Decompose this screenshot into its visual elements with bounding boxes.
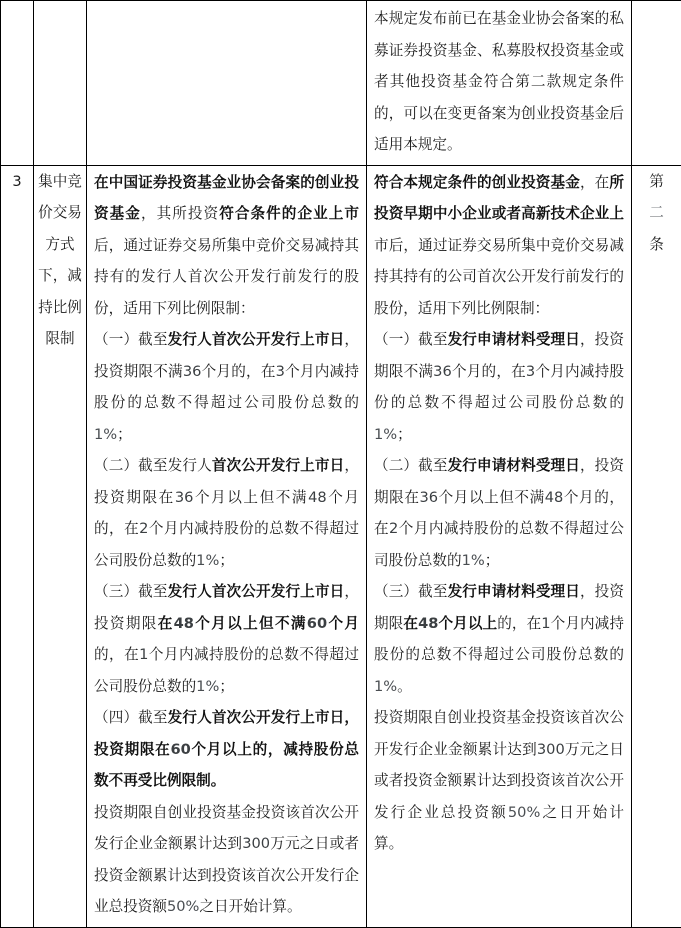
article-reference-chars — [632, 166, 681, 261]
continuation-topic-cell — [34, 1, 87, 166]
provision-paragraph — [374, 576, 624, 702]
body-text: 个月内减持股份的总数不得超过公司股份总数的 — [94, 363, 359, 412]
body-text: 个月以上但不满 — [193, 489, 308, 506]
body-text: 投资期限自创业投资基金投资该首次公开发行企业金额累计达到 — [94, 804, 359, 853]
emphasised-text: 发行人首次公开发行上市日，投资期限在 — [94, 709, 359, 758]
emphasised-text: 所投资早期中小企业或者高新技术企业上 — [374, 174, 624, 223]
provision-paragraph — [374, 324, 624, 450]
row-number: 3 — [12, 173, 21, 190]
provision-paragraph — [94, 576, 359, 702]
numeric-value: 2 — [389, 520, 398, 537]
provision-paragraph — [374, 702, 624, 860]
body-text: 个月内减持股份的总数不得超过公司股份总数的 — [94, 520, 359, 569]
provision-paragraph — [94, 324, 359, 450]
body-text: （三）截至 — [374, 583, 448, 600]
body-text: 万元之日或者投资金额累计达到投资该首次公开发行企业总投资额 — [94, 835, 359, 915]
body-text: 个月内减持股份的总数不得超过公司股份总数的 — [374, 615, 624, 664]
body-text: ； — [219, 678, 234, 695]
row-number-cell — [1, 165, 34, 927]
emphasised-text: 在 — [403, 615, 418, 632]
body-text: （一）截至 — [374, 331, 448, 348]
numeric-value: 300 — [242, 835, 270, 852]
numeric-value: 1% — [94, 426, 117, 443]
provision-paragraph — [94, 450, 359, 576]
numeric-value: 48 — [545, 489, 564, 506]
body-text: 的，在 — [497, 615, 541, 632]
row-topic-cell — [34, 165, 87, 927]
body-text: 个月内减持股份的总数不得超过公司股份总数的 — [374, 520, 624, 569]
article-char: 第 — [632, 166, 681, 198]
new-provision-body — [367, 166, 631, 864]
emphasised-text: 符合条件的企业上市 — [219, 205, 359, 222]
numeric-value: 1% — [196, 552, 219, 569]
numeric-value: 36 — [183, 363, 202, 380]
article-char: 条 — [632, 229, 681, 261]
emphasised-text: 符合本规定条件的创业投资基金 — [374, 174, 580, 191]
continuation-new-paragraph: 本规定发布前已在基金业协会备案的私募证券投资基金、私募股权投资基金或者其他投资基金符合第二款规定条件的，可以在变更备案为创业投资基金后适用本规定。 — [374, 3, 624, 161]
numeric-value: 1 — [541, 615, 550, 632]
numeric-value: 50% — [508, 804, 540, 821]
numeric-value: 1% — [462, 552, 485, 569]
numeric-value: 1% — [374, 678, 397, 695]
body-text: ； — [397, 426, 412, 443]
body-text: ； — [117, 426, 132, 443]
numeric-value: 36 — [433, 363, 452, 380]
body-text: 市后，通过证券交易所集中竞价交易减持其持有的公司首次公开发行前发行的股份，适用下列比例限制： — [374, 237, 624, 317]
emphasised-text: 发行申请材料受理日 — [448, 583, 580, 600]
emphasised-text: 在 — [158, 615, 174, 632]
emphasised-text: 在中国证券投资基金业协会备案的创业投资基金 — [94, 174, 359, 223]
numeric-value: 3 — [526, 363, 535, 380]
body-text: ，其所投资 — [141, 205, 219, 222]
body-text: 个月的，在 — [374, 489, 624, 538]
emphasised-text: 个月 — [327, 615, 359, 632]
provision-paragraph — [94, 702, 359, 797]
new-provision-cell — [367, 165, 632, 927]
body-text: 之日开始计算。 — [374, 804, 624, 853]
table-row — [1, 165, 681, 927]
continuation-row — [1, 1, 681, 166]
body-text: ，投资期限不满 — [94, 331, 359, 380]
continuation-old-cell — [87, 1, 367, 166]
body-text: ，在 — [580, 174, 609, 191]
emphasised-text: 个月以上的，减持股份总数不再受比例限制。 — [94, 741, 359, 790]
body-text: ，投资期限在 — [374, 457, 624, 506]
numeric-value: 1% — [374, 426, 397, 443]
numeric-value: 1% — [196, 678, 219, 695]
provision-paragraph — [374, 167, 624, 325]
numeric-value: 36 — [175, 489, 194, 506]
body-text: 个月内减持股份的总数不得超过公司股份总数的 — [374, 363, 624, 412]
numeric-value: 48 — [308, 489, 327, 506]
body-text: ，投资期限在 — [94, 457, 359, 506]
body-text: 。 — [397, 678, 412, 695]
body-text: 之日开始计算。 — [199, 898, 301, 915]
emphasised-text: 发行人首次公开发行上市日 — [168, 331, 345, 348]
body-text: 后，通过证券交易所集中竞价交易减持其持有的发行人首次公开发行前发行的股份，适用下列比例限制： — [94, 237, 359, 317]
numeric-value: 48 — [174, 615, 194, 632]
body-text: 万元之日或者投资金额累计达到投资该首次公开发行企业总投资额 — [374, 741, 624, 821]
numeric-value: 50% — [167, 898, 199, 915]
numeric-value: 36 — [419, 489, 438, 506]
numeric-value: 48 — [418, 615, 438, 632]
body-text: 个月的，在 — [94, 489, 359, 538]
article-reference-cell — [632, 165, 681, 927]
provision-paragraph — [94, 797, 359, 923]
continuation-number-cell — [1, 1, 34, 166]
numeric-value: 300 — [537, 741, 565, 758]
article-char: 二 — [632, 197, 681, 229]
body-text: （一）截至 — [94, 331, 168, 348]
continuation-article-cell — [632, 1, 681, 166]
body-text: 的，在 — [94, 646, 139, 663]
body-text: 个月的，在 — [201, 363, 275, 380]
numeric-value: 3 — [276, 363, 285, 380]
body-text: 个月以上但不满 — [438, 489, 545, 506]
emphasised-text: 首次公开发行上市日 — [212, 457, 345, 474]
body-text: ，投资期限 — [94, 583, 359, 632]
body-text: 投资期限自创业投资基金投资该首次公开发行企业金额累计达到 — [374, 709, 624, 758]
emphasised-text: 个月以上 — [438, 615, 497, 632]
emphasised-text: 个月以上但不满 — [194, 615, 307, 632]
numeric-value: 1 — [139, 646, 148, 663]
numeric-value: 60 — [307, 615, 327, 632]
row-topic-label: 集中竞价交易方式下，减持比例限制 — [38, 173, 82, 348]
numeric-value: 60 — [170, 741, 190, 758]
body-text: 个月的，在 — [452, 363, 526, 380]
body-text: ，投资期限不满 — [374, 331, 624, 380]
old-provision-cell — [87, 165, 367, 927]
old-provision-body — [87, 166, 366, 927]
emphasised-text: 发行人首次公开发行上市日 — [168, 583, 345, 600]
provision-paragraph — [94, 167, 359, 325]
provision-paragraph — [374, 450, 624, 576]
body-text: ； — [219, 552, 234, 569]
body-text: （二）截至 — [374, 457, 448, 474]
body-text: ； — [485, 552, 500, 569]
emphasised-text: 发行申请材料受理日 — [448, 331, 580, 348]
body-text: ，投资期限 — [374, 583, 624, 632]
emphasised-text: 发行申请材料受理日 — [448, 457, 580, 474]
body-text: （三）截至 — [94, 583, 168, 600]
body-text: （四）截至 — [94, 709, 168, 726]
numeric-value: 2 — [139, 520, 148, 537]
continuation-new-cell — [367, 1, 632, 166]
body-text: （二）截至发行人 — [94, 457, 212, 474]
body-text: 个月内减持股份的总数不得超过公司股份总数的 — [94, 646, 359, 695]
